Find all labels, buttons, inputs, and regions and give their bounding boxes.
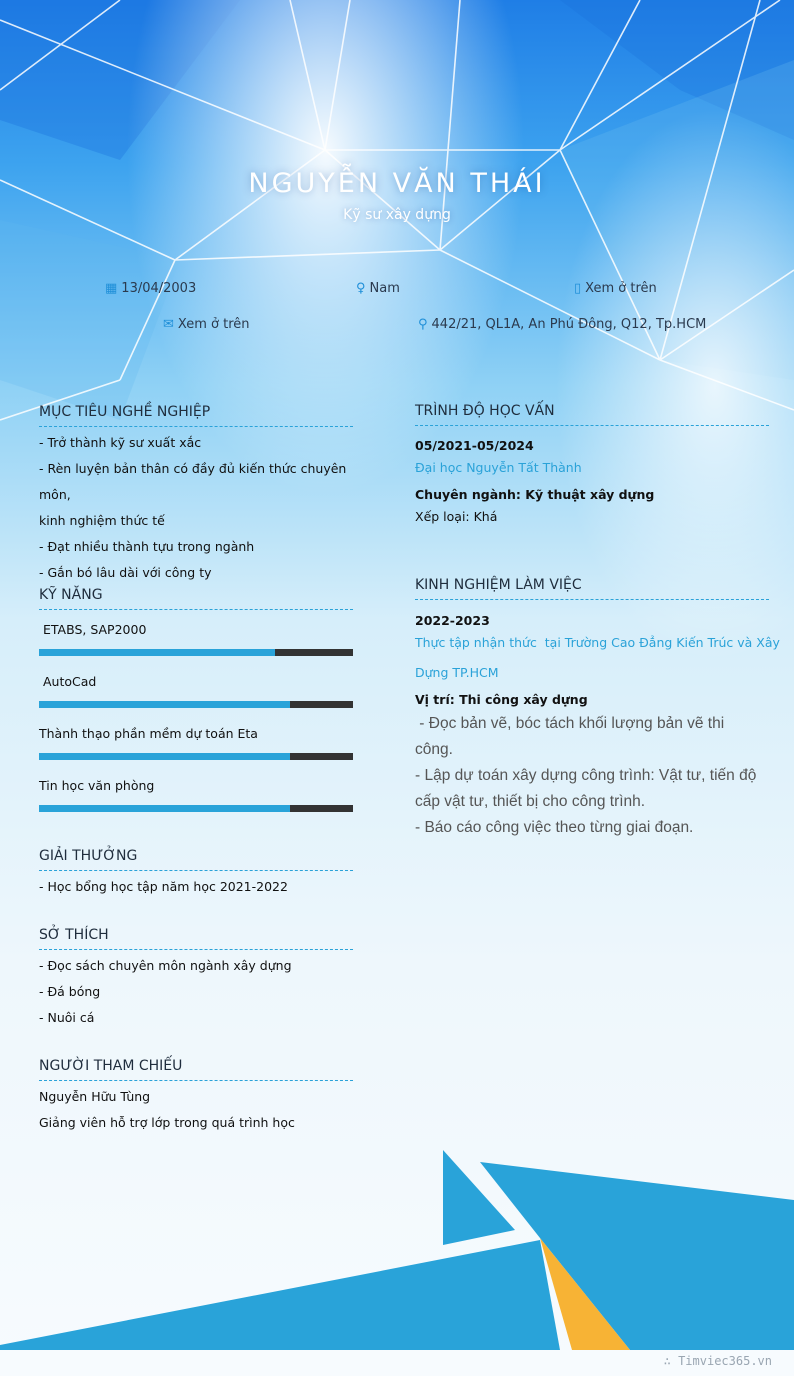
experience-period: 2022-2023 [415, 613, 490, 628]
gender-info [356, 281, 400, 296]
education-school: Đại học Nguyễn Tất Thành [415, 460, 582, 475]
career-objective-section [39, 404, 353, 586]
objective-line: - Trở thành kỹ sư xuất xắc [39, 435, 202, 450]
references-section [39, 1058, 353, 1136]
email-info [163, 317, 250, 332]
education-title: TRÌNH ĐỘ HỌC VẤN [415, 403, 769, 426]
hobbies-section [39, 927, 353, 1031]
education-grade: Xếp loại: Khá [415, 509, 498, 524]
award-line: - Học bổng học tập năm học 2021-2022 [39, 879, 288, 894]
phone-icon: ▯ [574, 281, 582, 296]
education-period: 05/2021-05/2024 [415, 438, 534, 453]
email-value: Xem ở trên [177, 317, 250, 332]
objective-line: kinh nghiệm thức tế [39, 513, 165, 528]
phone-info [574, 281, 657, 296]
skills-title: KỸ NĂNG [39, 587, 353, 610]
experience-section [415, 577, 780, 841]
objective-line: - Đạt nhiều thành tựu trong ngành [39, 539, 255, 554]
skill-bar-fill [39, 753, 290, 760]
experience-desc-line: cấp vật tư, thiết bị cho công trình. [415, 793, 646, 810]
skill-bar [39, 753, 353, 760]
address-value: 442/21, QL1A, An Phú Đông, Q12, Tp.HCM [431, 317, 707, 332]
reference-line: Giảng viên hỗ trợ lớp trong quá trình học [39, 1115, 295, 1130]
career-objective-title: MỤC TIÊU NGHỀ NGHIỆP [39, 404, 353, 427]
awards-title: GIẢI THƯỞNG [39, 848, 353, 871]
candidate-name: NGUYỄN VĂN THÁI [248, 168, 546, 199]
experience-desc-line: - Lập dự toán xây dựng công trình: Vật tư, tiến độ [415, 767, 757, 784]
address-info [418, 317, 706, 332]
references-title: NGƯỜI THAM CHIẾU [39, 1058, 353, 1081]
skill-bar [39, 701, 353, 708]
skill-bar-fill [39, 701, 290, 708]
skills-section [39, 587, 353, 793]
map-pin-icon: ⚲ [418, 317, 428, 332]
watermark: ∴ Timviec365.vn [663, 1354, 772, 1368]
experience-title: KINH NGHIỆM LÀM VIỆC [415, 577, 769, 600]
experience-desc-line: - Đọc bản vẽ, bóc tách khối lượng bản vẽ thi [415, 715, 725, 732]
skill-label: AutoCad [39, 674, 97, 689]
birthday-info [105, 281, 196, 296]
hobby-line: - Đá bóng [39, 984, 101, 999]
calendar-icon: ▦ [105, 281, 118, 296]
objective-line: - Gắn bó lâu dài với công ty [39, 565, 212, 580]
envelope-icon: ✉ [163, 317, 174, 332]
objective-line: - Rèn luyện bản thân có đầy đủ kiến thức chuyên môn, [39, 461, 347, 502]
hobby-line: - Đọc sách chuyên môn ngành xây dựng [39, 958, 292, 973]
skill-label: Thành thạo phần mềm dự toán Eta [39, 726, 258, 741]
skill-label: Tin học văn phòng [39, 778, 155, 793]
skill-bar [39, 649, 353, 656]
experience-company-cont: Dựng TP.HCM [415, 665, 499, 680]
skill-label: ETABS, SAP2000 [39, 622, 147, 637]
hobbies-title: SỞ THÍCH [39, 927, 353, 950]
experience-desc-line: - Báo cáo công việc theo từng giai đoạn. [415, 819, 694, 836]
phone-value: Xem ở trên [585, 281, 657, 296]
education-section [415, 403, 769, 527]
hobby-line: - Nuôi cá [39, 1010, 95, 1025]
reference-line: Nguyễn Hữu Tùng [39, 1089, 151, 1104]
job-title: Kỹ sư xây dựng [343, 207, 451, 223]
experience-company: Thực tập nhận thức tại Trường Cao Đẳng Kiến Trúc và Xây [415, 635, 780, 650]
skill-bar-fill [39, 805, 290, 812]
experience-desc-line: công. [415, 741, 453, 758]
birthday-value: 13/04/2003 [121, 281, 197, 296]
experience-position: Vị trí: Thi công xây dựng [415, 692, 588, 707]
gender-icon: ♀ [356, 281, 366, 296]
gender-value: Nam [369, 281, 400, 296]
skill-bar [39, 805, 353, 812]
awards-section [39, 848, 353, 900]
education-major: Chuyên ngành: Kỹ thuật xây dựng [415, 487, 655, 502]
skill-bar-fill [39, 649, 275, 656]
